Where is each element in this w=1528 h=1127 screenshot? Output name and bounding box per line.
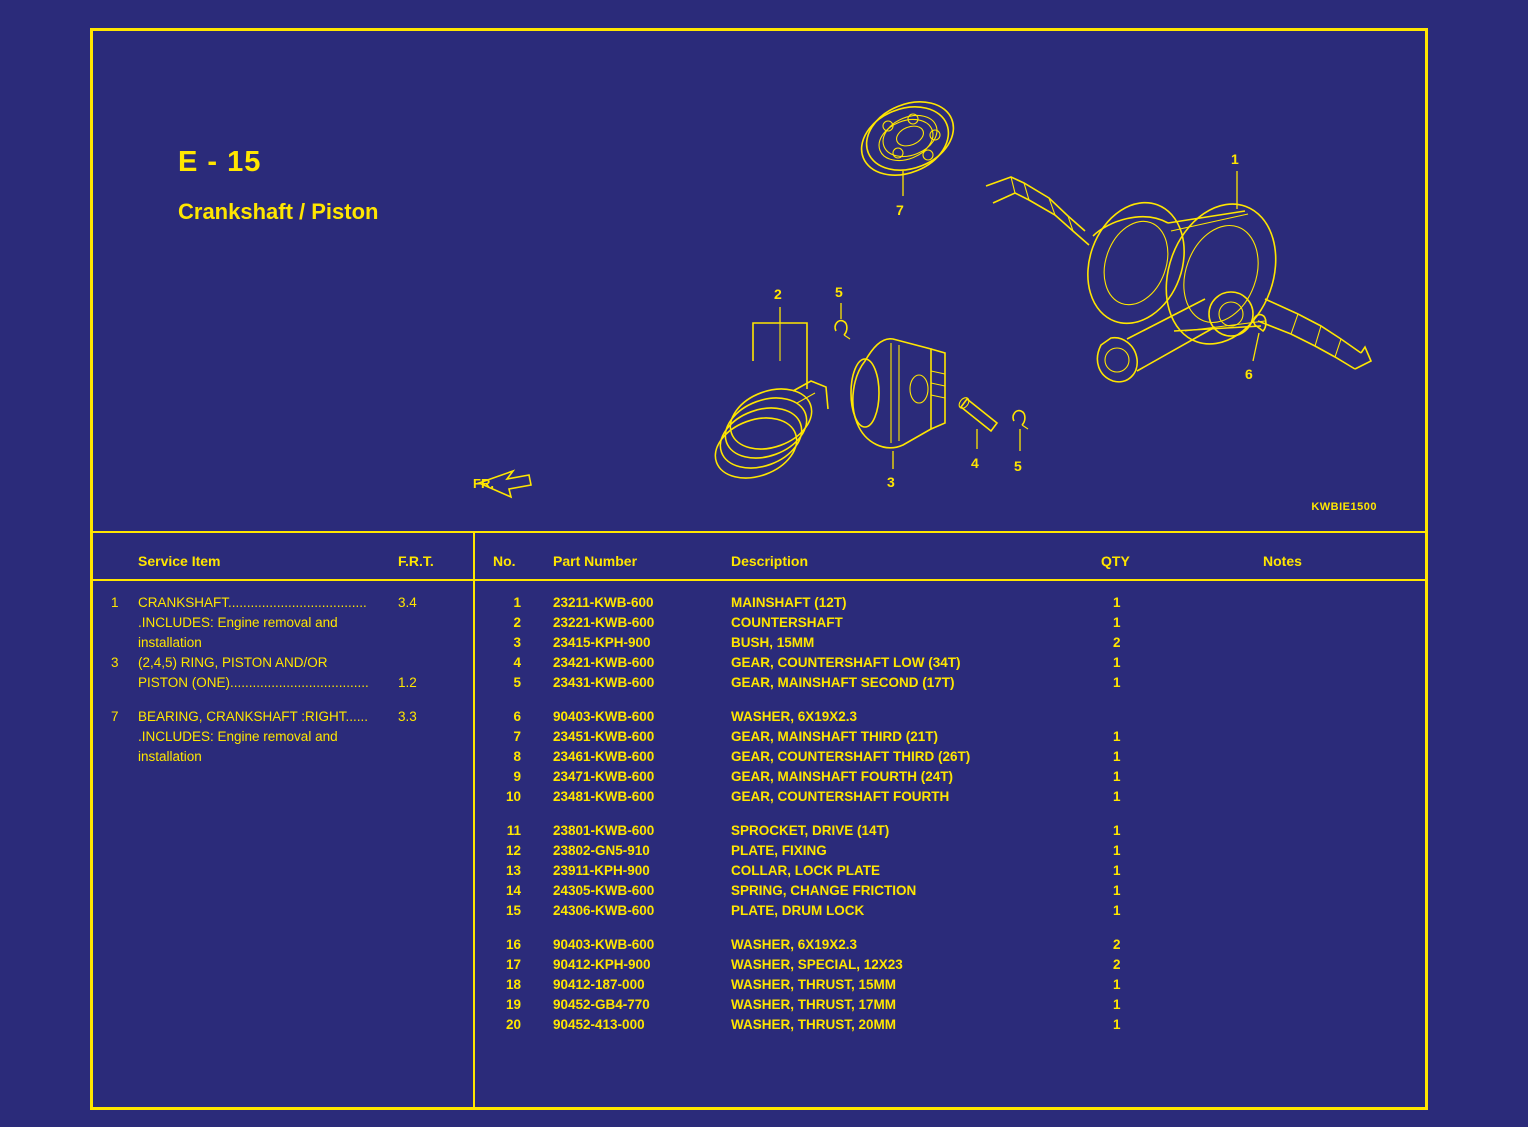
service-row-text: .INCLUDES: Engine removal and [138, 615, 338, 630]
table-row [473, 729, 1425, 749]
part-no: 3 [513, 635, 521, 650]
table-row [473, 655, 1425, 675]
service-row-frt: 1.2 [398, 675, 417, 690]
service-row-text: (2,4,5) RING, PISTON AND/OR [138, 655, 328, 670]
table-row [473, 903, 1425, 923]
service-row-spacer [93, 695, 473, 709]
part-qty: 1 [1113, 997, 1121, 1012]
part-qty: 1 [1113, 749, 1121, 764]
svg-text:7: 7 [896, 202, 904, 218]
key-part-6 [1245, 315, 1266, 382]
part-number: 90412-KPH-900 [553, 957, 651, 972]
part-number: 23481-KWB-600 [553, 789, 655, 804]
part-number: 90452-413-000 [553, 1017, 645, 1032]
parts-header-no: No. [493, 553, 516, 569]
part-no: 12 [505, 843, 521, 858]
part-no: 10 [505, 789, 521, 804]
part-no: 5 [513, 675, 521, 690]
parts-table-header [473, 531, 1425, 579]
service-row-no: 3 [111, 655, 119, 670]
table-row [473, 843, 1425, 863]
table-row [473, 863, 1425, 883]
part-number: 90403-KWB-600 [553, 937, 655, 952]
table-row [473, 789, 1425, 809]
part-no: 1 [513, 595, 521, 610]
exploded-parts-diagram [93, 31, 1425, 531]
part-description: GEAR, MAINSHAFT FOURTH (24T) [731, 769, 953, 784]
diagram-code: KWBIE1500 [1311, 501, 1377, 513]
service-table-body [93, 579, 473, 769]
service-row [93, 675, 473, 695]
clip-part-5-upper [835, 284, 850, 339]
part-number: 23211-KWB-600 [553, 595, 654, 610]
part-no: 14 [505, 883, 521, 898]
table-row [473, 957, 1425, 977]
part-qty: 1 [1113, 769, 1121, 784]
service-row [93, 655, 473, 675]
part-number: 23451-KWB-600 [553, 729, 655, 744]
clip-part-5-lower [1013, 411, 1028, 474]
part-qty: 1 [1113, 843, 1121, 858]
service-row-text: CRANKSHAFT..................................... [138, 595, 367, 610]
part-number: 90452-GB4-770 [553, 997, 650, 1012]
bearing-part-7 [851, 89, 963, 218]
part-qty: 1 [1113, 595, 1121, 610]
part-description: WASHER, THRUST, 17MM [731, 997, 897, 1012]
part-description: SPROCKET, DRIVE (14T) [731, 823, 890, 838]
part-no: 6 [513, 709, 521, 724]
table-row [473, 749, 1425, 769]
part-description: PLATE, DRUM LOCK [731, 903, 865, 918]
svg-text:5: 5 [835, 284, 843, 300]
part-qty: 1 [1113, 1017, 1121, 1032]
part-no: 9 [513, 769, 521, 784]
part-description: WASHER, THRUST, 15MM [731, 977, 897, 992]
service-row-frt: 3.3 [398, 709, 417, 724]
table-row [473, 709, 1425, 729]
part-description: PLATE, FIXING [731, 843, 827, 858]
part-description: WASHER, SPECIAL, 12X23 [731, 957, 903, 972]
part-description: COUNTERSHAFT [731, 615, 843, 630]
service-row [93, 749, 473, 769]
part-number: 23461-KWB-600 [553, 749, 655, 764]
part-description: WASHER, THRUST, 20MM [731, 1017, 897, 1032]
part-description: COLLAR, LOCK PLATE [731, 863, 880, 878]
table-row [473, 595, 1425, 615]
parts-header-description: Description [731, 553, 809, 569]
part-no: 20 [505, 1017, 521, 1032]
service-header-frt: F.R.T. [398, 553, 434, 569]
part-qty: 1 [1113, 903, 1121, 918]
service-table-header [93, 531, 473, 579]
part-description: GEAR, COUNTERSHAFT FOURTH [731, 789, 950, 804]
part-description: GEAR, MAINSHAFT SECOND (17T) [731, 675, 955, 690]
table-row [473, 1017, 1425, 1037]
part-no: 7 [513, 729, 521, 744]
part-description: GEAR, COUNTERSHAFT LOW (34T) [731, 655, 961, 670]
parts-table [473, 531, 1425, 1107]
part-qty: 1 [1113, 729, 1121, 744]
part-qty: 2 [1113, 937, 1121, 952]
svg-text:3: 3 [887, 474, 895, 490]
table-row [473, 977, 1425, 997]
svg-text:1: 1 [1231, 151, 1239, 167]
service-row [93, 615, 473, 635]
part-number: 23911-KPH-900 [553, 863, 650, 878]
parts-group-spacer [473, 695, 1425, 709]
table-row [473, 883, 1425, 903]
illustration-area [93, 31, 1425, 531]
part-number: 24305-KWB-600 [553, 883, 655, 898]
part-no: 11 [506, 823, 521, 838]
piston-rings-part-2 [707, 286, 828, 489]
page-title-block [178, 146, 378, 225]
piston-part-3 [851, 339, 945, 490]
table-row [473, 997, 1425, 1017]
svg-text:6: 6 [1245, 366, 1253, 382]
parts-table-body [473, 579, 1425, 1037]
part-number: 23431-KWB-600 [553, 675, 655, 690]
service-row-frt: 3.4 [398, 595, 417, 610]
part-no: 15 [505, 903, 521, 918]
part-qty: 1 [1113, 789, 1121, 804]
page-title: E - 15 [178, 146, 262, 178]
parts-header-qty: QTY [1101, 553, 1130, 569]
svg-text:5: 5 [1014, 458, 1022, 474]
part-number: 23471-KWB-600 [553, 769, 655, 784]
part-number: 23802-GN5-910 [553, 843, 650, 858]
part-number: 90403-KWB-600 [553, 709, 655, 724]
part-no: 13 [505, 863, 521, 878]
parts-group-spacer [473, 923, 1425, 937]
page-subtitle: Crankshaft / Piston [178, 199, 379, 224]
part-qty: 2 [1113, 635, 1121, 650]
part-qty: 2 [1113, 957, 1121, 972]
part-no: 8 [513, 749, 521, 764]
table-row [473, 615, 1425, 635]
part-no: 2 [513, 615, 521, 630]
service-row-no: 7 [111, 709, 119, 724]
part-number: 23801-KWB-600 [553, 823, 655, 838]
part-number: 90412-187-000 [553, 977, 645, 992]
part-qty: 1 [1113, 977, 1121, 992]
part-description: BUSH, 15MM [731, 635, 815, 650]
service-row-text: installation [138, 635, 202, 650]
part-description: GEAR, COUNTERSHAFT THIRD (26T) [731, 749, 971, 764]
service-row-text: PISTON (ONE)..................................... [138, 675, 369, 690]
service-header-item: Service Item [138, 553, 221, 569]
part-number: 23221-KWB-600 [553, 615, 655, 630]
part-no: 18 [505, 977, 521, 992]
part-no: 16 [505, 937, 521, 952]
part-number: 23421-KWB-600 [553, 655, 655, 670]
part-number: 24306-KWB-600 [553, 903, 655, 918]
service-row-text: installation [138, 749, 202, 764]
part-description: SPRING, CHANGE FRICTION [731, 883, 917, 898]
service-row [93, 709, 473, 729]
part-number: 23415-KPH-900 [553, 635, 651, 650]
part-qty: 1 [1113, 883, 1121, 898]
service-row-text: .INCLUDES: Engine removal and [138, 729, 338, 744]
svg-text:4: 4 [971, 455, 979, 471]
part-description: GEAR, MAINSHAFT THIRD (21T) [731, 729, 938, 744]
table-row [473, 823, 1425, 843]
table-row [473, 635, 1425, 655]
service-row-text: BEARING, CRANKSHAFT :RIGHT...... [138, 709, 369, 724]
service-item-table [93, 531, 473, 1107]
part-no: 17 [505, 957, 521, 972]
service-row [93, 729, 473, 749]
piston-pin-part-4 [957, 396, 997, 471]
service-row [93, 635, 473, 655]
part-description: WASHER, 6X19X2.3 [731, 937, 858, 952]
part-qty: 1 [1113, 863, 1121, 878]
part-no: 19 [505, 997, 521, 1012]
parts-group-spacer [473, 809, 1425, 823]
service-row-no: 1 [111, 595, 119, 610]
table-row [473, 675, 1425, 695]
service-row [93, 595, 473, 615]
parts-header-notes: Notes [1263, 553, 1302, 569]
part-qty: 1 [1113, 675, 1121, 690]
part-description: MAINSHAFT (12T) [731, 595, 847, 610]
svg-text:2: 2 [774, 286, 782, 302]
part-qty: 1 [1113, 655, 1121, 670]
front-marker-label: FR. [473, 476, 494, 491]
parts-header-part-number: Part Number [553, 553, 638, 569]
catalog-page [90, 28, 1428, 1110]
part-description: WASHER, 6X19X2.3 [731, 709, 858, 724]
part-no: 4 [513, 655, 521, 670]
crankshaft-part-1 [986, 151, 1371, 382]
part-qty: 1 [1113, 823, 1121, 838]
table-row [473, 769, 1425, 789]
part-qty: 1 [1113, 615, 1121, 630]
table-row [473, 937, 1425, 957]
